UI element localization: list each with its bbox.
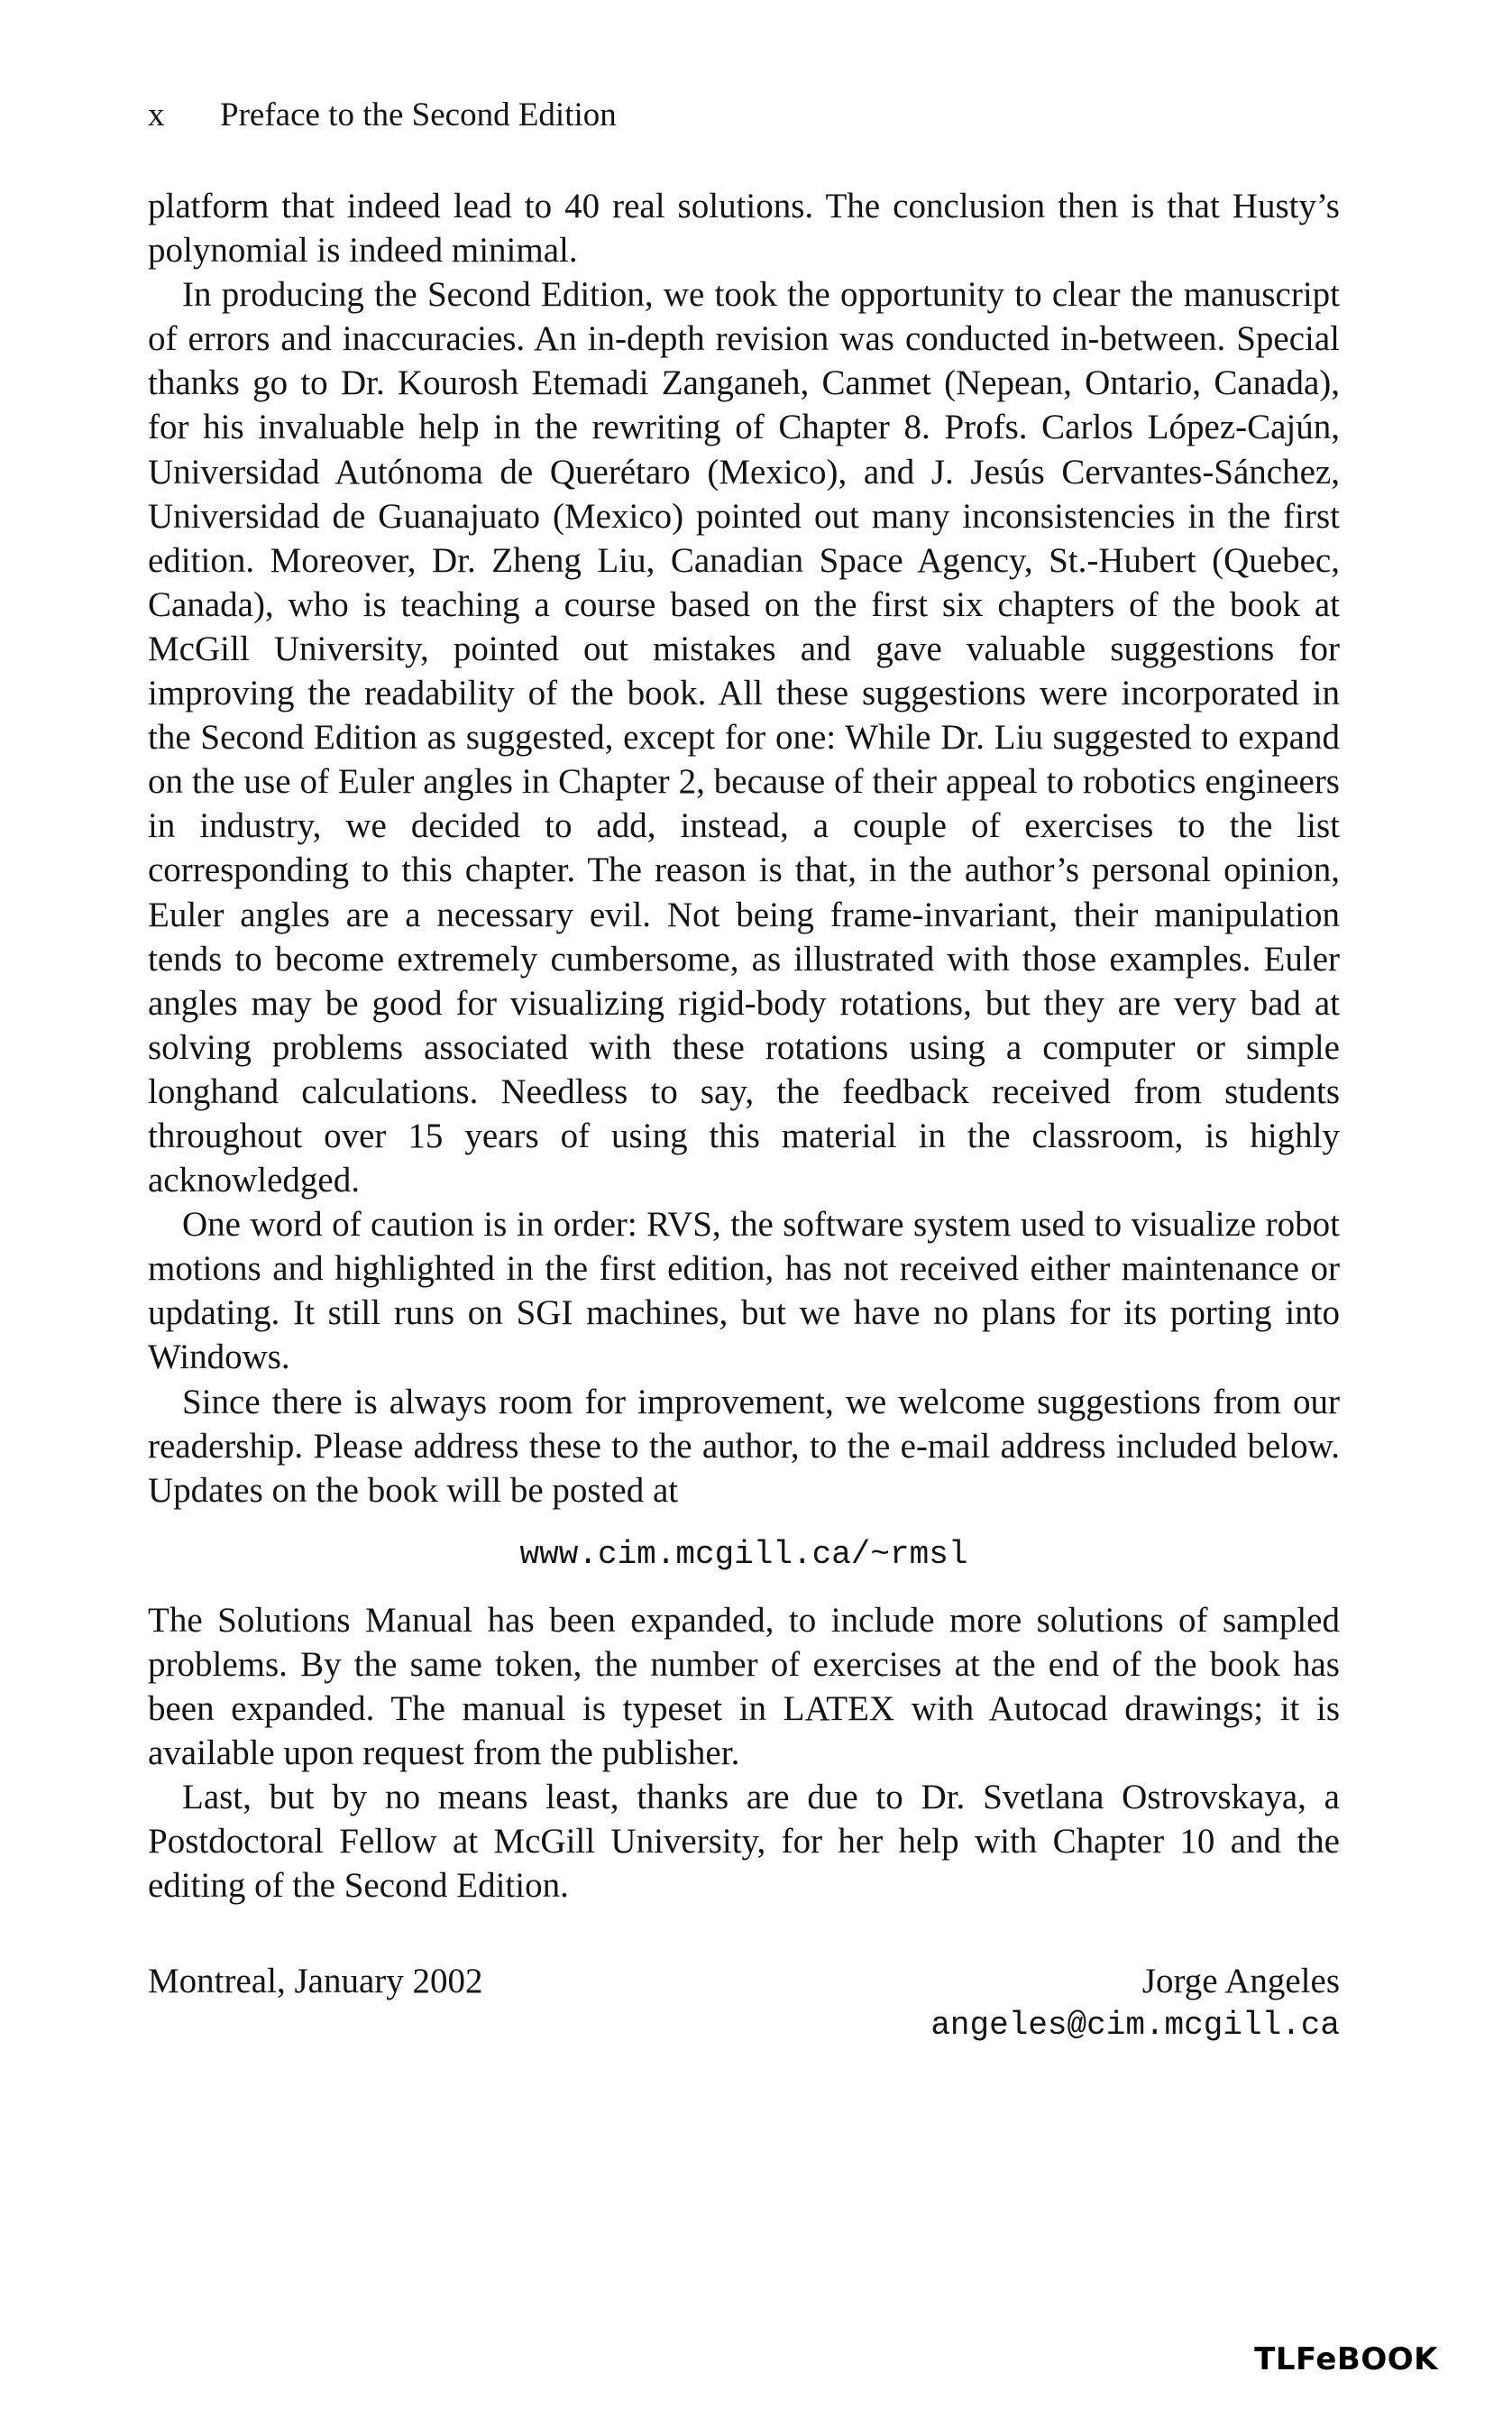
paragraph-solutions-manual: The Solutions Manual has been expanded, to include more solutions of sampled problems. By the same token, the number of exercises at the end of the book has been expanded. The manual is typeset in LATEX with Autocad drawings; it is available upon request from the publisher.	[148, 1600, 1340, 1773]
author-name: Jorge Angeles	[1141, 1962, 1340, 2000]
book-url: www.cim.mcgill.ca/~rmsl	[519, 1535, 968, 1573]
watermark: TLFeBOOK	[1254, 2341, 1438, 2377]
place-date: Montreal, January 2002	[148, 1962, 483, 2000]
paragraph-suggestions: Since there is always room for improvement, we welcome suggestions from our readership. Please address these to the author, to the e-mail address included below. Updates on the book will be posted at	[148, 1382, 1340, 1510]
running-header	[148, 94, 617, 137]
paragraph-acknowledgement: Last, but by no means least, thanks are due to Dr. Svetlana Ostrovskaya, a Postdoctoral Fellow at McGill University, for her help with Chapter 10 and the editing of the Second Edition.	[148, 1778, 1340, 1906]
page-number: x	[148, 97, 165, 133]
author-block	[930, 1959, 1340, 2047]
paragraph-caution: One word of caution is in order: RVS, the software system used to visualize robot motions and highlighted in the first edition, has not received either maintenance or updating. It still runs on SGI machines, but we have no plans for its porting into Windows.	[148, 1205, 1340, 1377]
running-title: Preface to the Second Edition	[220, 97, 617, 133]
author-email: angeles@cim.mcgill.ca	[930, 2007, 1340, 2044]
paragraph-revisions: In producing the Second Edition, we took the opportunity to clear the manuscript of errors and inaccuracies. An in-depth revision was conducted in-between. Special thanks go to Dr. Kourosh Etemadi Zanganeh, Canmet (Nepean, Ontario, Canada), for his invaluable help in the rewriting of Chapter 8. Profs. Carlos López-Cajún, Universidad Autónoma de Querétaro (Mexico), and J. Jesús Cervantes-Sánchez, Universidad de Guanajuato (Mexico) pointed out many inconsistencies in the first edition. Moreover, Dr. Zheng Liu, Canadian Space Agency, St.-Hubert (Quebec, Canada), who is teaching a course based on the first six chapters of the book at McGill University, pointed out mistakes and gave valuable suggestions for improving the readability of the book. All these suggestions were incorporated in the Second Edition as suggested, except for one: While Dr. Liu suggested to expand on the use of Euler angles in Chapter 2, because of their appeal to robotics engineers in industry, we decided to add, instead, a couple of exercises to the list corresponding to this chapter. The reason is that, in the author’s personal opinion, Euler angles are a necessary evil. Not being frame-invariant, their manipulation tends to become extremely cumbersome, as illustrated with those examples. Euler angles may be good for visualizing rigid-body rotations, but they are very bad at solving problems associated with these rotations using a computer or simple longhand calculations. Needless to say, the feedback received from students throughout over 15 years of using this material in the classroom, is highly acknowledged.	[148, 275, 1340, 1200]
preface-body	[148, 184, 1340, 1908]
paragraph-continuation: platform that indeed lead to 40 real solutions. The conclusion then is that Husty’s polynomial is indeed minimal.	[148, 187, 1340, 271]
